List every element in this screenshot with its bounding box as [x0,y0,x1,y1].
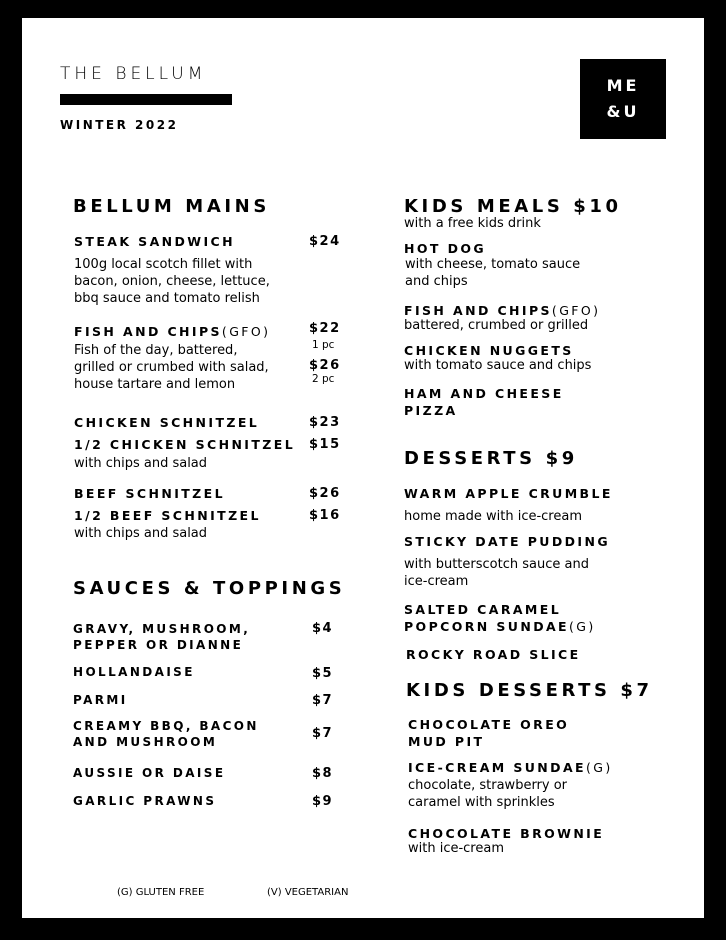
icecream-sundae-name-text: ICE-CREAM SUNDAE [408,760,586,775]
beef-schnitzel-price: $26 [309,486,341,501]
apple-crumble-name: WARM APPLE CRUMBLE [404,486,613,501]
season-label: WINTER 2022 [60,118,179,132]
sauce-item: HOLLANDAISE [73,665,195,679]
sauces-heading: SAUCES & TOPPINGS [73,578,346,599]
half-chicken-schnitzel-name: 1/2 CHICKEN SCHNITZEL [74,437,296,452]
steak-sandwich-price: $24 [309,234,341,249]
sauce-item: GARLIC PRAWNS [73,794,217,808]
sauce-price: $7 [312,726,334,741]
steak-sandwich-desc: 100g local scotch fillet with bacon, onion, cheese, lettuce, bbq sauce and tomato relish [74,257,270,306]
kids-meals-heading: KIDS MEALS $10 [404,196,622,217]
menu-page [22,18,704,918]
vegetarian-legend: (V) VEGETARIAN [267,887,349,898]
sauce-item: AUSSIE OR DAISE [73,766,226,780]
half-beef-schnitzel-name: 1/2 BEEF SCHNITZEL [74,508,261,523]
hot-dog-name: HOT DOG [404,241,487,256]
kids-fish-chips-desc: battered, crumbed or grilled [404,318,589,333]
salted-caramel-sundae-name-text: SALTED CARAMEL POPCORN SUNDAE [404,602,569,634]
chicken-schnitzel-price: $23 [309,415,341,430]
fish-chips-name-text: FISH AND CHIPS [74,324,222,339]
mains-heading: BELLUM MAINS [73,196,270,217]
oreo-mud-pit-name: CHOCOLATE OREO MUD PIT [408,717,570,749]
chicken-schnitzel-name: CHICKEN SCHNITZEL [74,415,260,430]
fish-chips-desc: Fish of the day, battered, grilled or crumbed with salad, house tartare and lemon [74,343,269,392]
icecream-sundae-name [408,760,613,775]
half-beef-schnitzel-price: $16 [309,508,341,523]
sauce-item: CREAMY BBQ, BACON AND MUSHROOM [73,719,259,749]
sauce-price: $7 [312,693,334,708]
fish-chips-qty-1pc: 1 pc [312,339,335,351]
kids-fish-chips-name-text: FISH AND CHIPS [404,303,552,318]
kids-fish-chips-name [404,303,600,318]
fish-chips-price-1pc: $22 [309,321,341,336]
logo-line-2: &U [606,102,640,121]
fish-chips-qty-2pc: 2 pc [312,373,335,385]
half-chicken-schnitzel-price: $15 [309,437,341,452]
half-beef-schnitzel-desc: with chips and salad [74,526,208,541]
sauce-item: GRAVY, MUSHROOM, PEPPER OR DIANNE [73,622,251,652]
chicken-nuggets-desc: with tomato sauce and chips [404,358,592,373]
sauce-price: $4 [312,621,334,636]
steak-sandwich-name: STEAK SANDWICH [74,234,235,249]
chocolate-brownie-name: CHOCOLATE BROWNIE [408,826,605,841]
salted-caramel-sundae-tag: (G) [569,619,596,634]
salted-caramel-sundae-name [404,601,596,635]
sauce-item: PARMI [73,693,128,707]
sauce-price: $9 [312,794,334,809]
title-underline-bar [60,94,232,105]
fish-chips-name [74,324,270,339]
half-chicken-schnitzel-desc: with chips and salad [74,456,208,471]
kids-desserts-heading: KIDS DESSERTS $7 [406,680,653,701]
restaurant-name: THE BELLUM [60,64,207,84]
sticky-date-desc: with butterscotch sauce and ice-cream [404,557,589,589]
rocky-road-name: ROCKY ROAD SLICE [406,647,581,662]
sticky-date-name: STICKY DATE PUDDING [404,534,610,549]
fish-chips-price-2pc: $26 [309,358,341,373]
kids-meals-subtitle: with a free kids drink [404,216,541,231]
beef-schnitzel-name: BEEF SCHNITZEL [74,486,225,501]
chicken-nuggets-name: CHICKEN NUGGETS [404,343,574,358]
sauce-price: $8 [312,766,334,781]
icecream-sundae-tag: (G) [585,760,613,775]
hot-dog-desc: with cheese, tomato sauce and chips [405,257,581,289]
ham-cheese-pizza-name: HAM AND CHEESE PIZZA [404,386,564,418]
desserts-heading: DESSERTS $9 [404,448,578,469]
sauce-price: $5 [312,666,334,681]
fish-chips-tag: (GFO) [221,324,271,339]
icecream-sundae-desc: chocolate, strawberry or caramel with sprinkles [408,778,568,810]
logo-line-1: ME [606,76,640,95]
gluten-free-legend: (G) GLUTEN FREE [117,887,205,898]
kids-fish-chips-tag: (GFO) [551,303,601,318]
apple-crumble-desc: home made with ice-cream [404,509,582,524]
logo-box [580,59,666,139]
chocolate-brownie-desc: with ice-cream [408,841,504,856]
